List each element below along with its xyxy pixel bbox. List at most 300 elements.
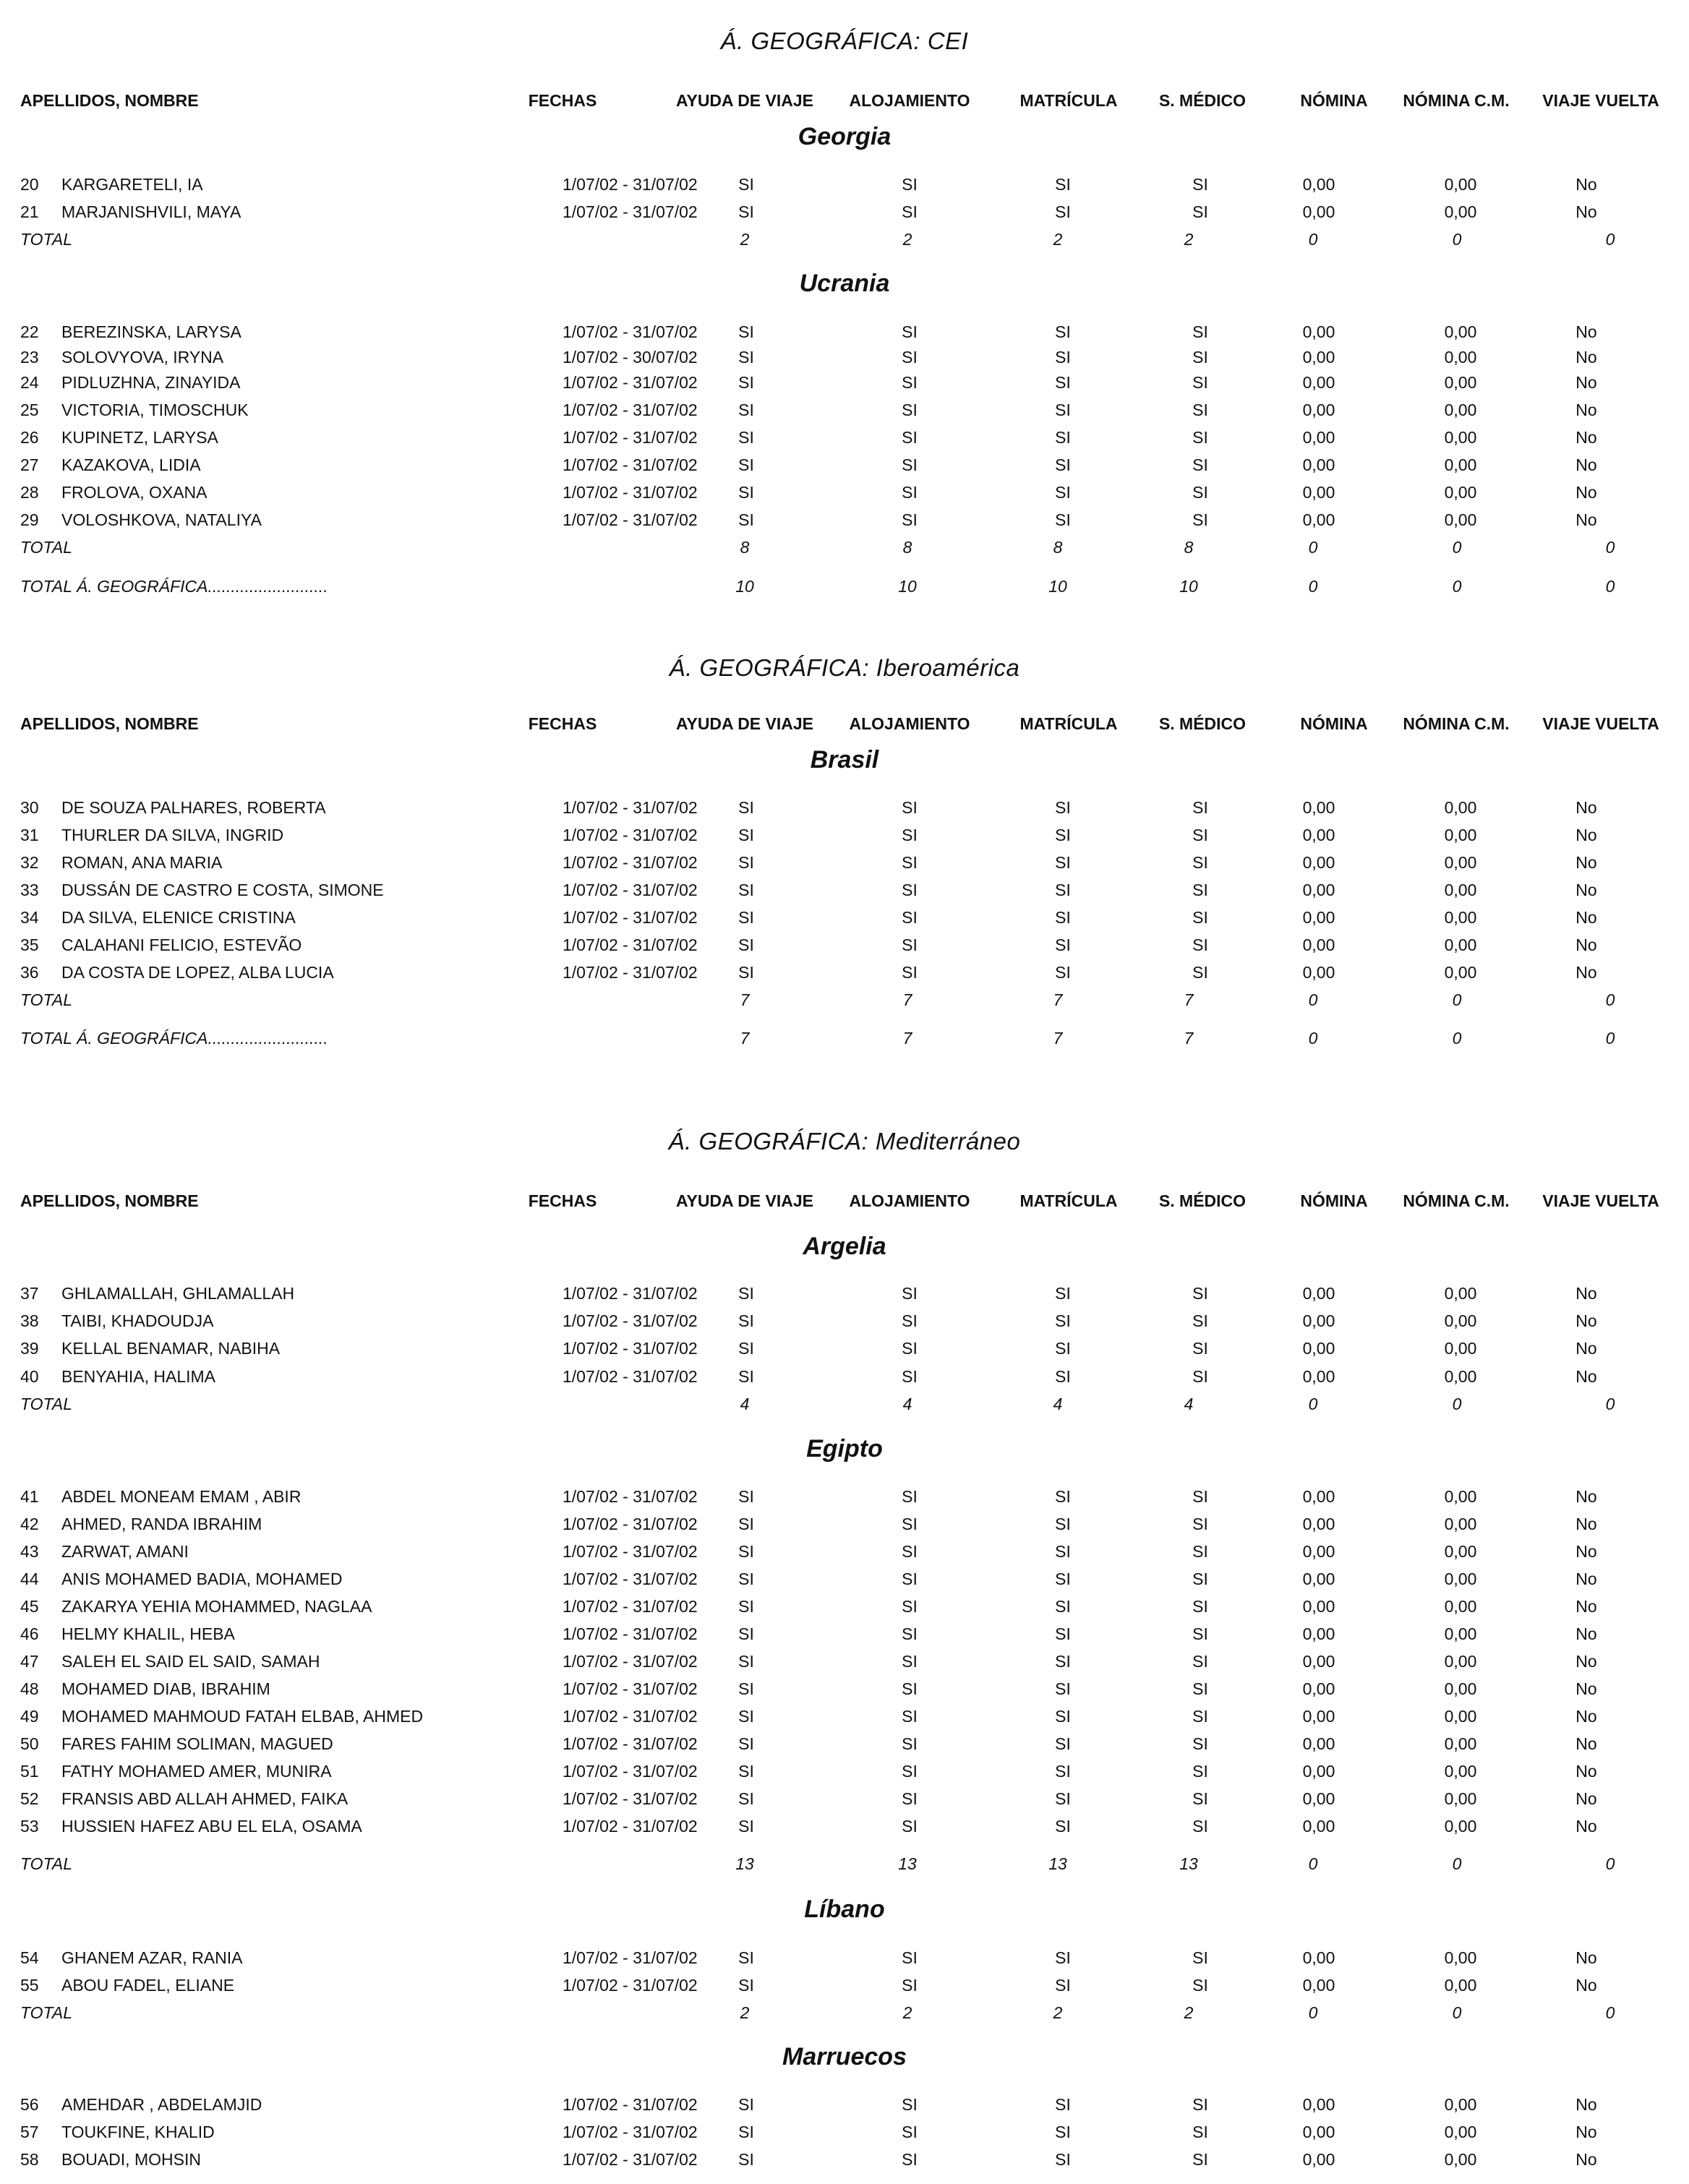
table-cell: 1/07/02 - 31/07/02 [563, 826, 698, 844]
total-cell: 2 [1053, 2003, 1063, 2022]
table-cell: SI [738, 1487, 754, 1506]
table-cell: SI [1192, 1367, 1208, 1386]
table-cell: SI [738, 428, 754, 447]
table-cell: 0,00 [1444, 1679, 1477, 1698]
table-cell: 0,00 [1444, 963, 1477, 982]
table-cell: 0,00 [1444, 853, 1477, 872]
row-number: 26 [20, 428, 39, 447]
table-cell: SI [1192, 1652, 1208, 1671]
table-cell: SI [738, 963, 754, 982]
table-cell: 1/07/02 - 31/07/02 [563, 1762, 698, 1781]
row-number: 20 [20, 175, 39, 194]
participant-name: MARJANISHVILI, MAYA [61, 202, 241, 221]
table-cell: No [1575, 881, 1597, 899]
table-cell: 0,00 [1302, 1624, 1335, 1643]
table-cell: No [1575, 510, 1597, 529]
table-cell: SI [1192, 322, 1208, 341]
table-cell: SI [1055, 798, 1071, 817]
table-cell: 0,00 [1302, 1339, 1335, 1358]
table-cell: 0,00 [1444, 1339, 1477, 1358]
total-cell: 0 [1452, 2003, 1462, 2022]
table-cell: 1/07/02 - 31/07/02 [563, 1367, 698, 1386]
table-cell: SI [738, 798, 754, 817]
area-total-cell: 0 [1605, 577, 1615, 596]
row-number: 47 [20, 1652, 39, 1671]
table-cell: SI [902, 1311, 918, 1330]
table-cell: 0,00 [1302, 935, 1335, 954]
row-number: 24 [20, 373, 39, 392]
table-cell: 0,00 [1444, 1789, 1477, 1808]
participant-name: AHMED, RANDA IBRAHIM [61, 1515, 262, 1533]
participant-name: BEREZINSKA, LARYSA [61, 322, 241, 341]
table-cell: 1/07/02 - 31/07/02 [563, 1597, 698, 1616]
participant-name: TOUKFINE, KHALID [61, 2123, 215, 2141]
table-cell: SI [1055, 1515, 1071, 1533]
total-cell: 8 [740, 538, 750, 557]
table-cell: 0,00 [1444, 1976, 1477, 1995]
table-cell: SI [738, 1515, 754, 1533]
table-cell: SI [1192, 2123, 1208, 2141]
table-cell: SI [902, 483, 918, 502]
total-cell: 8 [1053, 538, 1063, 557]
total-label: TOTAL [20, 1854, 72, 1873]
table-cell: 1/07/02 - 31/07/02 [563, 1707, 698, 1726]
table-cell: 1/07/02 - 31/07/02 [563, 2095, 698, 2114]
participant-name: GHANEM AZAR, RANIA [61, 1948, 243, 1967]
table-cell: SI [1192, 1976, 1208, 1995]
table-cell: 0,00 [1302, 2123, 1335, 2141]
table-cell: 0,00 [1444, 175, 1477, 194]
table-cell: SI [1055, 1487, 1071, 1506]
area-total-cell: 10 [735, 577, 754, 596]
participant-name: DA COSTA DE LOPEZ, ALBA LUCIA [61, 963, 334, 982]
participant-name: FARES FAHIM SOLIMAN, MAGUED [61, 1734, 333, 1753]
table-cell: No [1575, 963, 1597, 982]
table-cell: No [1575, 1948, 1597, 1967]
participant-name: AMEHDAR , ABDELAMJID [61, 2095, 262, 2114]
table-cell: SI [738, 401, 754, 419]
table-cell: 0,00 [1302, 455, 1335, 474]
total-cell: 0 [1308, 230, 1318, 249]
table-cell: 0,00 [1444, 2095, 1477, 2114]
total-cell: 0 [1605, 2003, 1615, 2022]
table-cell: SI [1055, 1734, 1071, 1753]
table-cell: SI [738, 1542, 754, 1561]
table-cell: SI [1055, 2123, 1071, 2141]
country-title: Brasil [810, 746, 879, 774]
table-cell: 1/07/02 - 31/07/02 [563, 1817, 698, 1836]
table-cell: SI [1192, 935, 1208, 954]
table-cell: SI [1192, 1707, 1208, 1726]
total-cell: 2 [740, 2003, 750, 2022]
column-header: FECHAS [528, 91, 597, 110]
table-cell: SI [738, 1734, 754, 1753]
row-number: 42 [20, 1515, 39, 1533]
table-cell: No [1575, 401, 1597, 419]
table-cell: SI [1192, 348, 1208, 367]
table-cell: 0,00 [1444, 401, 1477, 419]
table-cell: 1/07/02 - 31/07/02 [563, 483, 698, 502]
total-cell: 7 [1053, 990, 1063, 1009]
total-cell: 2 [902, 2003, 912, 2022]
row-number: 35 [20, 935, 39, 954]
table-cell: SI [738, 1367, 754, 1386]
participant-name: FROLOVA, OXANA [61, 483, 208, 502]
table-cell: SI [738, 2150, 754, 2169]
table-cell: 0,00 [1302, 1948, 1335, 1967]
row-number: 33 [20, 881, 39, 899]
table-cell: 0,00 [1302, 1367, 1335, 1386]
area-total-cell: 10 [1179, 577, 1198, 596]
total-cell: 0 [1308, 538, 1318, 557]
total-cell: 7 [740, 990, 750, 1009]
table-cell: SI [738, 510, 754, 529]
table-cell: SI [902, 1976, 918, 1995]
table-cell: SI [902, 826, 918, 844]
table-cell: SI [1192, 1570, 1208, 1588]
total-cell: 4 [1184, 1395, 1194, 1413]
table-cell: 0,00 [1302, 1707, 1335, 1726]
table-cell: 0,00 [1302, 1789, 1335, 1808]
total-label: TOTAL [20, 2003, 72, 2022]
table-cell: SI [1192, 1339, 1208, 1358]
column-header: ALOJAMIENTO [849, 1191, 970, 1210]
table-cell: SI [1192, 963, 1208, 982]
row-number: 39 [20, 1339, 39, 1358]
area-total-cell: 0 [1308, 577, 1318, 596]
table-cell: No [1575, 798, 1597, 817]
column-header: S. MÉDICO [1158, 1191, 1247, 1210]
total-cell: 2 [1053, 230, 1063, 249]
table-cell: SI [1055, 826, 1071, 844]
table-cell: No [1575, 1284, 1597, 1303]
table-cell: No [1575, 1707, 1597, 1726]
table-cell: No [1575, 1542, 1597, 1561]
table-cell: SI [1192, 1542, 1208, 1561]
table-cell: SI [902, 963, 918, 982]
participant-name: FATHY MOHAMED AMER, MUNIRA [61, 1762, 332, 1781]
table-cell: SI [902, 908, 918, 927]
table-cell: 0,00 [1302, 798, 1335, 817]
row-number: 40 [20, 1367, 39, 1386]
table-cell: SI [738, 1976, 754, 1995]
table-cell: 0,00 [1444, 2150, 1477, 2169]
table-cell: SI [902, 1487, 918, 1506]
table-cell: 0,00 [1302, 1762, 1335, 1781]
column-header: NÓMINA C.M. [1403, 91, 1510, 110]
table-cell: 0,00 [1444, 1817, 1477, 1836]
row-number: 32 [20, 853, 39, 872]
table-cell: No [1575, 1789, 1597, 1808]
table-cell: 0,00 [1444, 455, 1477, 474]
table-cell: SI [1055, 935, 1071, 954]
table-cell: SI [902, 348, 918, 367]
table-cell: SI [902, 1515, 918, 1533]
table-cell: No [1575, 428, 1597, 447]
total-cell: 2 [902, 230, 912, 249]
column-header: MATRÍCULA [1019, 714, 1118, 733]
participant-name: KELLAL BENAMAR, NABIHA [61, 1339, 281, 1358]
table-cell: SI [902, 1762, 918, 1781]
row-number: 25 [20, 401, 39, 419]
table-cell: 0,00 [1302, 483, 1335, 502]
table-cell: 1/07/02 - 31/07/02 [563, 1542, 698, 1561]
table-cell: No [1575, 1367, 1597, 1386]
table-cell: SI [902, 373, 918, 392]
country-title: Marruecos [782, 2043, 907, 2070]
row-number: 49 [20, 1707, 39, 1726]
total-cell: 0 [1605, 230, 1615, 249]
table-cell: No [1575, 1817, 1597, 1836]
area-total-cell: 0 [1308, 1029, 1318, 1048]
participant-name: FRANSIS ABD ALLAH AHMED, FAIKA [61, 1789, 349, 1808]
table-cell: No [1575, 853, 1597, 872]
table-cell: SI [1192, 1789, 1208, 1808]
table-cell: SI [1055, 1976, 1071, 1995]
table-cell: 0,00 [1302, 348, 1335, 367]
country-title: Ucrania [799, 270, 890, 297]
table-cell: SI [902, 1652, 918, 1671]
table-cell: 0,00 [1444, 826, 1477, 844]
area-total-cell: 10 [1048, 577, 1067, 596]
table-cell: SI [1055, 373, 1071, 392]
table-cell: SI [902, 510, 918, 529]
table-cell: 0,00 [1444, 1515, 1477, 1533]
total-cell: 0 [1308, 2003, 1318, 2022]
participant-name: CALAHANI FELICIO, ESTEVÃO [61, 935, 302, 954]
table-cell: SI [902, 455, 918, 474]
table-cell: SI [1192, 483, 1208, 502]
table-cell: 0,00 [1444, 1762, 1477, 1781]
table-cell: SI [738, 1311, 754, 1330]
participant-name: DUSSÁN DE CASTRO E COSTA, SIMONE [61, 881, 384, 899]
table-cell: SI [902, 1597, 918, 1616]
table-cell: No [1575, 1976, 1597, 1995]
area-total-cell: 0 [1452, 577, 1462, 596]
area-total-cell: 10 [898, 577, 917, 596]
area-total-label: TOTAL Á. GEOGRÁFICA.......................... [20, 1029, 328, 1048]
table-cell: 1/07/02 - 31/07/02 [563, 202, 698, 221]
table-cell: SI [902, 798, 918, 817]
table-cell: SI [738, 826, 754, 844]
total-cell: 2 [1184, 2003, 1194, 2022]
table-cell: 0,00 [1444, 1707, 1477, 1726]
table-cell: SI [738, 1339, 754, 1358]
participant-name: TAIBI, KHADOUDJA [61, 1311, 214, 1330]
table-cell: 0,00 [1302, 401, 1335, 419]
table-cell: SI [1055, 1339, 1071, 1358]
table-cell: SI [738, 322, 754, 341]
table-cell: SI [738, 1284, 754, 1303]
table-cell: No [1575, 1652, 1597, 1671]
table-cell: SI [1055, 401, 1071, 419]
table-cell: 1/07/02 - 31/07/02 [563, 2150, 698, 2169]
table-cell: 0,00 [1302, 1817, 1335, 1836]
column-header: APELLIDOS, NOMBRE [20, 714, 199, 733]
row-number: 31 [20, 826, 39, 844]
table-cell: 0,00 [1302, 2150, 1335, 2169]
participant-name: HUSSIEN HAFEZ ABU EL ELA, OSAMA [61, 1817, 362, 1836]
table-cell: SI [738, 881, 754, 899]
table-cell: SI [1055, 963, 1071, 982]
table-cell: SI [1055, 908, 1071, 927]
table-cell: 0,00 [1302, 1679, 1335, 1698]
table-cell: 0,00 [1444, 2123, 1477, 2141]
table-cell: 1/07/02 - 31/07/02 [563, 428, 698, 447]
table-cell: SI [738, 1624, 754, 1643]
table-cell: 0,00 [1302, 1597, 1335, 1616]
participant-name: VICTORIA, TIMOSCHUK [61, 401, 249, 419]
participant-name: VOLOSHKOVA, NATALIYA [61, 510, 262, 529]
participant-name: DA SILVA, ELENICE CRISTINA [61, 908, 296, 927]
table-cell: 1/07/02 - 31/07/02 [563, 1652, 698, 1671]
area-total-cell: 0 [1452, 1029, 1462, 1048]
table-cell: SI [1192, 1515, 1208, 1533]
table-cell: SI [902, 2095, 918, 2114]
table-cell: SI [1192, 1487, 1208, 1506]
table-cell: 0,00 [1444, 935, 1477, 954]
table-cell: 1/07/02 - 31/07/02 [563, 853, 698, 872]
table-cell: 0,00 [1444, 348, 1477, 367]
table-cell: SI [902, 1542, 918, 1561]
table-cell: SI [1192, 826, 1208, 844]
table-cell: SI [1055, 1817, 1071, 1836]
table-cell: SI [1055, 202, 1071, 221]
column-header: ALOJAMIENTO [849, 714, 970, 733]
table-cell: SI [1192, 1624, 1208, 1643]
table-cell: 0,00 [1302, 510, 1335, 529]
participant-name: SOLOVYOVA, IRYNA [61, 348, 224, 367]
table-cell: 1/07/02 - 31/07/02 [563, 373, 698, 392]
table-cell: SI [1055, 1652, 1071, 1671]
table-cell: 1/07/02 - 30/07/02 [563, 348, 698, 367]
table-cell: 1/07/02 - 31/07/02 [563, 1339, 698, 1358]
total-cell: 4 [740, 1395, 750, 1413]
table-cell: SI [1055, 1284, 1071, 1303]
table-cell: 0,00 [1444, 1652, 1477, 1671]
total-cell: 0 [1605, 1854, 1615, 1873]
total-label: TOTAL [20, 538, 72, 557]
table-cell: SI [1192, 1948, 1208, 1967]
table-cell: SI [1055, 881, 1071, 899]
table-cell: SI [902, 1570, 918, 1588]
table-cell: 1/07/02 - 31/07/02 [563, 175, 698, 194]
table-cell: SI [1192, 908, 1208, 927]
row-number: 46 [20, 1624, 39, 1643]
table-cell: No [1575, 2123, 1597, 2141]
table-cell: 0,00 [1444, 483, 1477, 502]
table-cell: SI [738, 202, 754, 221]
table-cell: 0,00 [1302, 826, 1335, 844]
participant-name: ABOU FADEL, ELIANE [61, 1976, 235, 1995]
table-cell: SI [1192, 1762, 1208, 1781]
total-cell: 2 [740, 230, 750, 249]
row-number: 27 [20, 455, 39, 474]
row-number: 22 [20, 322, 39, 341]
row-number: 53 [20, 1817, 39, 1836]
table-cell: SI [902, 428, 918, 447]
table-cell: SI [902, 881, 918, 899]
column-header: NÓMINA [1300, 1191, 1368, 1210]
table-cell: No [1575, 1515, 1597, 1533]
row-number: 50 [20, 1734, 39, 1753]
table-cell: SI [1055, 1624, 1071, 1643]
table-cell: SI [738, 175, 754, 194]
table-cell: No [1575, 1734, 1597, 1753]
table-cell: No [1575, 2150, 1597, 2169]
table-cell: 0,00 [1444, 510, 1477, 529]
table-cell: 0,00 [1444, 1284, 1477, 1303]
table-cell: 0,00 [1302, 1652, 1335, 1671]
table-cell: 1/07/02 - 31/07/02 [563, 2123, 698, 2141]
row-number: 52 [20, 1789, 39, 1808]
table-cell: SI [738, 908, 754, 927]
country-title: Georgia [798, 123, 891, 150]
table-cell: 0,00 [1444, 1570, 1477, 1588]
table-cell: SI [1192, 1311, 1208, 1330]
table-cell: 0,00 [1444, 1542, 1477, 1561]
table-cell: 0,00 [1444, 1948, 1477, 1967]
row-number: 29 [20, 510, 39, 529]
table-cell: 0,00 [1444, 1311, 1477, 1330]
row-number: 55 [20, 1976, 39, 1995]
participant-name: SALEH EL SAID EL SAID, SAMAH [61, 1652, 320, 1671]
table-cell: SI [902, 935, 918, 954]
table-cell: 0,00 [1302, 1542, 1335, 1561]
row-number: 56 [20, 2095, 39, 2114]
table-cell: SI [1055, 1570, 1071, 1588]
participant-name: KUPINETZ, LARYSA [61, 428, 218, 447]
table-cell: SI [1055, 322, 1071, 341]
table-cell: SI [738, 1679, 754, 1698]
table-cell: SI [1055, 428, 1071, 447]
table-cell: SI [902, 322, 918, 341]
table-cell: SI [902, 175, 918, 194]
table-cell: SI [902, 1624, 918, 1643]
table-cell: No [1575, 348, 1597, 367]
total-cell: 4 [902, 1395, 912, 1413]
table-cell: 1/07/02 - 31/07/02 [563, 401, 698, 419]
participant-name: KAZAKOVA, LIDIA [61, 455, 201, 474]
column-header: VIAJE VUELTA [1542, 1191, 1659, 1210]
table-cell: SI [1055, 1367, 1071, 1386]
row-number: 45 [20, 1597, 39, 1616]
table-cell: No [1575, 455, 1597, 474]
row-number: 51 [20, 1762, 39, 1781]
table-cell: 0,00 [1302, 963, 1335, 982]
total-cell: 8 [902, 538, 912, 557]
table-cell: 0,00 [1302, 1515, 1335, 1533]
table-cell: No [1575, 1624, 1597, 1643]
area-total-cell: 0 [1605, 1029, 1615, 1048]
total-cell: 4 [1053, 1395, 1063, 1413]
table-cell: No [1575, 1679, 1597, 1698]
table-cell: 0,00 [1302, 175, 1335, 194]
column-header: AYUDA DE VIAJE [675, 91, 814, 110]
total-cell: 0 [1452, 990, 1462, 1009]
area-title: Á. GEOGRÁFICA: CEI [720, 27, 969, 54]
table-cell: SI [1192, 510, 1208, 529]
table-cell: SI [1192, 881, 1208, 899]
table-cell: SI [1055, 1311, 1071, 1330]
total-label: TOTAL [20, 1395, 72, 1413]
row-number: 57 [20, 2123, 39, 2141]
column-header: AYUDA DE VIAJE [675, 714, 814, 733]
participant-name: ZAKARYA YEHIA MOHAMMED, NAGLAA [61, 1597, 372, 1616]
total-cell: 0 [1605, 538, 1615, 557]
table-cell: SI [1192, 401, 1208, 419]
participant-name: DE SOUZA PALHARES, ROBERTA [61, 798, 326, 817]
